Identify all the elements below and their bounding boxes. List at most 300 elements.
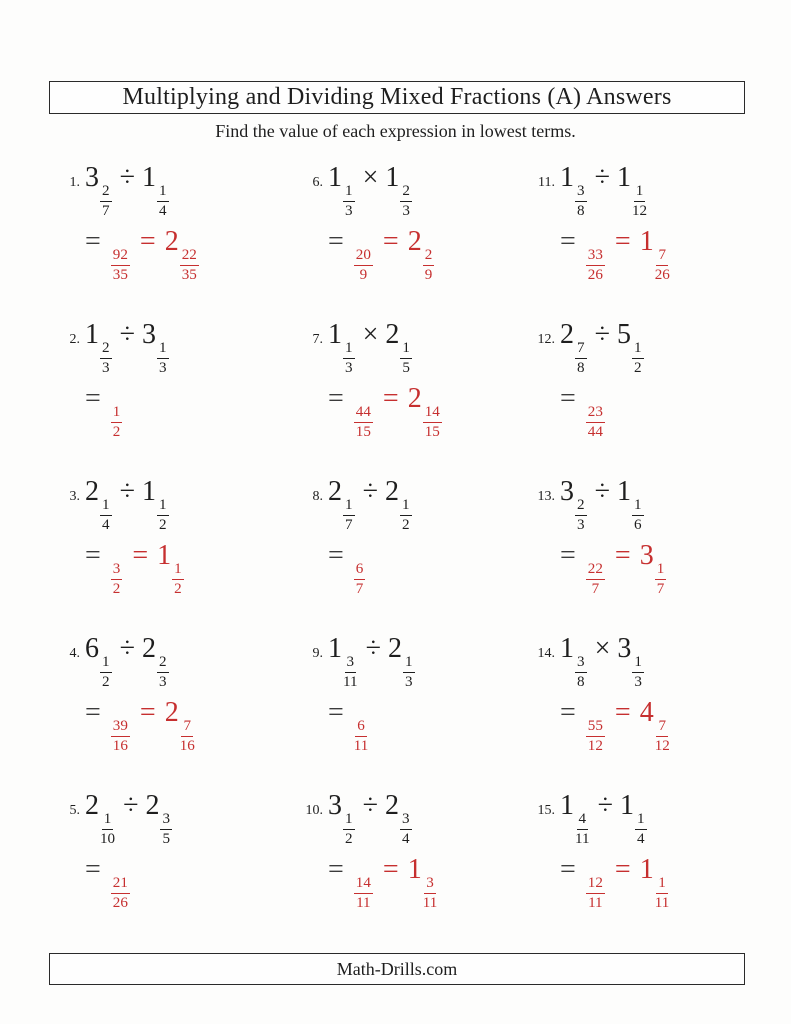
problem-number: 8. [312,489,323,504]
operator-divide: ÷ [119,162,135,193]
fraction-denominator: 2 [633,359,642,376]
whole-number: 6 [85,633,99,664]
fraction-numerator: 1 [157,184,169,202]
fraction [343,655,358,690]
fraction-denominator: 16 [179,737,195,754]
problem-expression [52,790,295,847]
fraction-numerator: 3 [575,184,587,202]
mixed-number [639,226,671,283]
fraction-numerator: 4 [577,812,589,830]
footer-brand: Math-Drills.com [336,958,458,979]
whole-number: 2 [407,383,422,415]
mixed-number [639,540,668,597]
problem-expression [295,162,527,219]
fraction [111,405,123,440]
answer-line [295,697,527,754]
fraction-denominator: 12 [631,202,648,219]
fraction-denominator: 11 [575,830,590,847]
problem-expression [527,790,752,847]
problem-expression [295,319,527,376]
fraction [575,498,587,533]
fraction-numerator: 3 [111,562,123,580]
fraction [586,248,605,283]
fraction-numerator: 1 [157,341,169,359]
equals-sign: = [614,226,631,258]
fraction-numerator: 39 [111,719,130,737]
whole-number: 1 [639,226,654,258]
answer-line [52,854,295,911]
fraction [111,719,130,754]
fraction-numerator: 1 [632,341,644,359]
fraction-denominator: 26 [587,266,603,283]
whole-number: 1 [328,633,342,664]
fraction [157,341,169,376]
fraction [632,498,644,533]
mixed-number [560,162,588,219]
fraction-denominator: 3 [158,359,167,376]
fraction [635,812,647,847]
fraction [575,812,590,847]
fraction-numerator: 1 [635,812,647,830]
whole-number: 2 [384,790,399,821]
fraction [172,562,184,597]
fraction [423,405,442,440]
fraction-numerator: 7 [656,719,668,737]
fraction-numerator: 2 [575,498,587,516]
fraction-numerator: 1 [343,498,355,516]
fraction-denominator: 11 [588,894,603,911]
fraction-numerator: 1 [632,498,644,516]
fraction [586,405,605,440]
whole-number: 5 [616,319,631,350]
fraction-denominator: 2 [401,516,410,533]
mixed-number [616,476,645,533]
fraction-numerator: 1 [403,655,415,673]
operator-divide: ÷ [365,633,381,664]
equals-sign: = [85,540,101,572]
problem-number: 4. [69,646,80,661]
fraction-numerator: 3 [575,655,587,673]
problem-number: 14. [537,646,555,661]
fraction [343,498,355,533]
answer-line [52,540,295,597]
problem-number: 5. [69,803,80,818]
fraction-numerator: 2 [100,184,112,202]
fraction-numerator: 44 [354,405,373,423]
mixed-number [164,697,196,754]
problem-number: 12. [537,332,555,347]
fraction [354,719,369,754]
equals-sign: = [85,697,101,729]
equals-sign: = [132,540,149,572]
equals-sign: = [560,226,576,258]
mixed-number [110,540,124,597]
whole-number: 3 [617,633,632,664]
answer-line [52,383,295,440]
equals-sign: = [328,226,344,258]
fraction-denominator: 2 [174,580,182,597]
mixed-number [585,697,606,754]
whole-number: 1 [560,162,574,193]
fraction [655,248,670,283]
problem-number: 11. [538,175,555,190]
whole-number: 3 [141,319,156,350]
problem-item [527,472,752,629]
fraction-denominator: 12 [654,737,670,754]
whole-number: 4 [639,697,654,729]
fraction [575,341,587,376]
fraction [100,655,112,690]
problem-number: 1. [69,175,80,190]
mixed-number [164,226,200,283]
mixed-number [110,226,131,283]
problem-number: 3. [69,489,80,504]
fraction-denominator: 9 [424,266,433,283]
fraction-numerator: 7 [181,719,193,737]
fraction-numerator: 1 [343,812,355,830]
operator-multiply: × [362,319,379,350]
problem-expression [295,790,527,847]
fraction [632,341,644,376]
fraction [632,655,644,690]
mixed-number [387,633,416,690]
fraction-numerator: 23 [586,405,605,423]
operator-divide: ÷ [119,476,135,507]
mixed-number [85,162,113,219]
fraction-denominator: 2 [102,673,110,690]
problem-number: 2. [69,332,80,347]
fraction-denominator: 5 [402,359,410,376]
mixed-number [110,697,131,754]
equals-sign: = [614,697,631,729]
problem-item [527,786,752,943]
fraction-numerator: 1 [157,498,169,516]
fraction-numerator: 6 [355,719,367,737]
fraction-denominator: 7 [355,580,364,597]
fraction-numerator: 1 [656,876,668,894]
problem-expression [295,633,527,690]
mixed-number [353,226,374,283]
fraction-denominator: 11 [356,894,371,911]
operator-divide: ÷ [594,162,610,193]
mixed-number [328,790,356,847]
mixed-number [617,633,645,690]
fraction-denominator: 2 [345,830,353,847]
fraction-denominator: 4 [401,830,410,847]
problem-item [295,158,527,315]
problem-item [52,158,295,315]
whole-number: 2 [85,476,99,507]
equals-sign: = [85,383,101,415]
answer-line [295,383,527,440]
fraction [157,184,169,219]
fraction-denominator: 11 [654,894,670,911]
fraction [354,405,373,440]
fraction [586,876,605,911]
whole-number: 2 [85,790,99,821]
fraction [400,341,412,376]
problem-item [52,472,295,629]
equals-sign: = [328,854,344,886]
problem-item [52,629,295,786]
fraction-numerator: 21 [111,876,130,894]
fraction [586,719,605,754]
fraction-denominator: 4 [102,516,110,533]
fraction-denominator: 3 [577,516,585,533]
mixed-number [328,633,359,690]
whole-number: 3 [328,790,342,821]
fraction-numerator: 1 [100,655,112,673]
fraction-denominator: 10 [100,830,116,847]
equals-sign: = [382,854,399,886]
fraction [157,655,169,690]
whole-number: 1 [385,162,400,193]
fraction-denominator: 2 [112,423,121,440]
mixed-number [616,319,645,376]
whole-number: 1 [560,790,574,821]
fraction-denominator: 8 [577,359,585,376]
fraction-numerator: 1 [632,655,644,673]
fraction-numerator: 3 [160,812,172,830]
mixed-number [619,790,648,847]
fraction-numerator: 2 [400,184,412,202]
fraction-denominator: 12 [587,737,603,754]
mixed-number [585,854,606,911]
fraction-numerator: 22 [586,562,605,580]
fraction-denominator: 11 [353,737,369,754]
whole-number: 1 [639,854,654,886]
fraction [655,719,670,754]
problem-number: 7. [312,332,323,347]
mixed-number [85,476,113,533]
operator-divide: ÷ [119,319,135,350]
fraction-numerator: 1 [343,184,355,202]
answer-line [527,697,752,754]
fraction [354,876,373,911]
answer-line [52,697,295,754]
whole-number: 2 [164,697,179,729]
equals-sign: = [560,697,576,729]
equals-sign: = [139,226,156,258]
problem-number: 13. [537,489,555,504]
mixed-number [145,790,173,847]
operator-divide: ÷ [594,476,610,507]
operator-divide: ÷ [597,790,613,821]
answer-line [527,383,752,440]
fraction-denominator: 16 [112,737,128,754]
problem-expression [527,319,752,376]
problem-expression [295,476,527,533]
fraction-numerator: 1 [634,184,646,202]
problem-expression [527,633,752,690]
answer-line [527,540,752,597]
mixed-number [384,476,413,533]
whole-number: 1 [619,790,634,821]
operator-divide: ÷ [123,790,139,821]
whole-number: 1 [328,162,342,193]
fraction-numerator: 3 [400,812,412,830]
whole-number: 1 [616,162,631,193]
fraction-denominator: 3 [345,202,353,219]
whole-number: 2 [385,319,400,350]
whole-number: 1 [141,476,156,507]
fraction [111,876,130,911]
problem-number: 9. [312,646,323,661]
fraction-numerator: 22 [180,248,199,266]
fraction-numerator: 2 [100,341,112,359]
problem-item [52,315,295,472]
fraction-denominator: 3 [634,673,642,690]
mixed-number [157,540,185,597]
equals-sign: = [328,697,344,729]
fraction-denominator: 2 [158,516,167,533]
whole-number: 1 [85,319,99,350]
whole-number: 1 [560,633,574,664]
fraction-denominator: 8 [577,673,585,690]
mixed-number [353,540,367,597]
problem-expression [52,319,295,376]
mixed-number [385,162,413,219]
mixed-number [385,319,413,376]
fraction-denominator: 3 [158,673,167,690]
fraction [100,812,115,847]
fraction-denominator: 3 [102,359,110,376]
mixed-number [85,633,113,690]
fraction-numerator: 1 [400,498,412,516]
mixed-number [560,633,588,690]
mixed-number [141,319,170,376]
operator-multiply: × [594,633,611,664]
equals-sign: = [560,383,576,415]
mixed-number [639,697,671,754]
fraction [586,562,605,597]
fraction-denominator: 15 [355,423,371,440]
page-title: Multiplying and Dividing Mixed Fractions (A) Answers [122,84,672,110]
fraction [655,876,670,911]
fraction-numerator: 3 [424,876,436,894]
fraction-numerator: 1 [655,562,667,580]
fraction [111,248,130,283]
problems-grid [52,158,752,943]
fraction-denominator: 7 [345,516,353,533]
fraction-denominator: 2 [112,580,121,597]
fraction-denominator: 26 [654,266,670,283]
mixed-number [328,162,356,219]
fraction-denominator: 3 [345,359,353,376]
fraction [157,498,169,533]
problem-number: 10. [305,803,323,818]
mixed-number [141,162,170,219]
fraction-numerator: 1 [343,341,355,359]
fraction-numerator: 14 [423,405,442,423]
fraction [400,812,412,847]
fraction-denominator: 11 [343,673,358,690]
fraction-denominator: 6 [633,516,642,533]
whole-number: 2 [145,790,160,821]
fraction-denominator: 7 [591,580,600,597]
problem-expression [52,162,295,219]
mixed-number [85,319,113,376]
fraction [400,184,412,219]
answer-line [52,226,295,283]
fraction [400,498,412,533]
fraction-denominator: 9 [359,266,368,283]
fraction-numerator: 1 [172,562,184,580]
mixed-number [328,319,356,376]
mixed-number [407,854,439,911]
fraction-numerator: 6 [354,562,366,580]
mixed-number [353,697,370,754]
fraction [423,876,438,911]
fraction-numerator: 12 [586,876,605,894]
problem-item [527,315,752,472]
operator-divide: ÷ [362,476,378,507]
equals-sign: = [382,383,399,415]
fraction [100,184,112,219]
mixed-number [141,476,170,533]
fraction [111,562,123,597]
mixed-number [328,476,356,533]
mixed-number [560,790,591,847]
fraction [354,248,373,283]
fraction-denominator: 4 [636,830,645,847]
instructions-text: Find the value of each expression in lowest terms. [215,121,576,141]
fraction-denominator: 11 [422,894,438,911]
equals-sign: = [328,540,344,572]
fraction [100,341,112,376]
fraction-numerator: 14 [354,876,373,894]
fraction [180,719,195,754]
whole-number: 2 [384,476,399,507]
mixed-number [407,383,443,440]
answer-line [295,540,527,597]
fraction-numerator: 20 [354,248,373,266]
problem-expression [52,633,295,690]
footer-box [49,953,745,985]
fraction [354,562,366,597]
equals-sign: = [85,854,101,886]
fraction-denominator: 35 [112,266,128,283]
whole-number: 2 [164,226,179,258]
fraction [343,812,355,847]
problem-item [527,158,752,315]
equals-sign: = [382,226,399,258]
mixed-number [585,383,606,440]
problem-expression [527,162,752,219]
whole-number: 3 [639,540,654,572]
answer-line [527,854,752,911]
mixed-number [353,383,374,440]
mixed-number [560,476,588,533]
mixed-number [110,854,131,911]
whole-number: 2 [328,476,342,507]
mixed-number [407,226,436,283]
whole-number: 2 [560,319,574,350]
fraction-numerator: 1 [111,405,123,423]
fraction-numerator: 55 [586,719,605,737]
answer-line [295,854,527,911]
operator-divide: ÷ [594,319,610,350]
problem-item [527,629,752,786]
whole-number: 1 [407,854,422,886]
fraction-numerator: 92 [111,248,130,266]
fraction [575,655,587,690]
equals-sign: = [614,540,631,572]
fraction-numerator: 1 [100,498,112,516]
whole-number: 1 [141,162,156,193]
fraction-numerator: 2 [423,248,435,266]
fraction [655,562,667,597]
